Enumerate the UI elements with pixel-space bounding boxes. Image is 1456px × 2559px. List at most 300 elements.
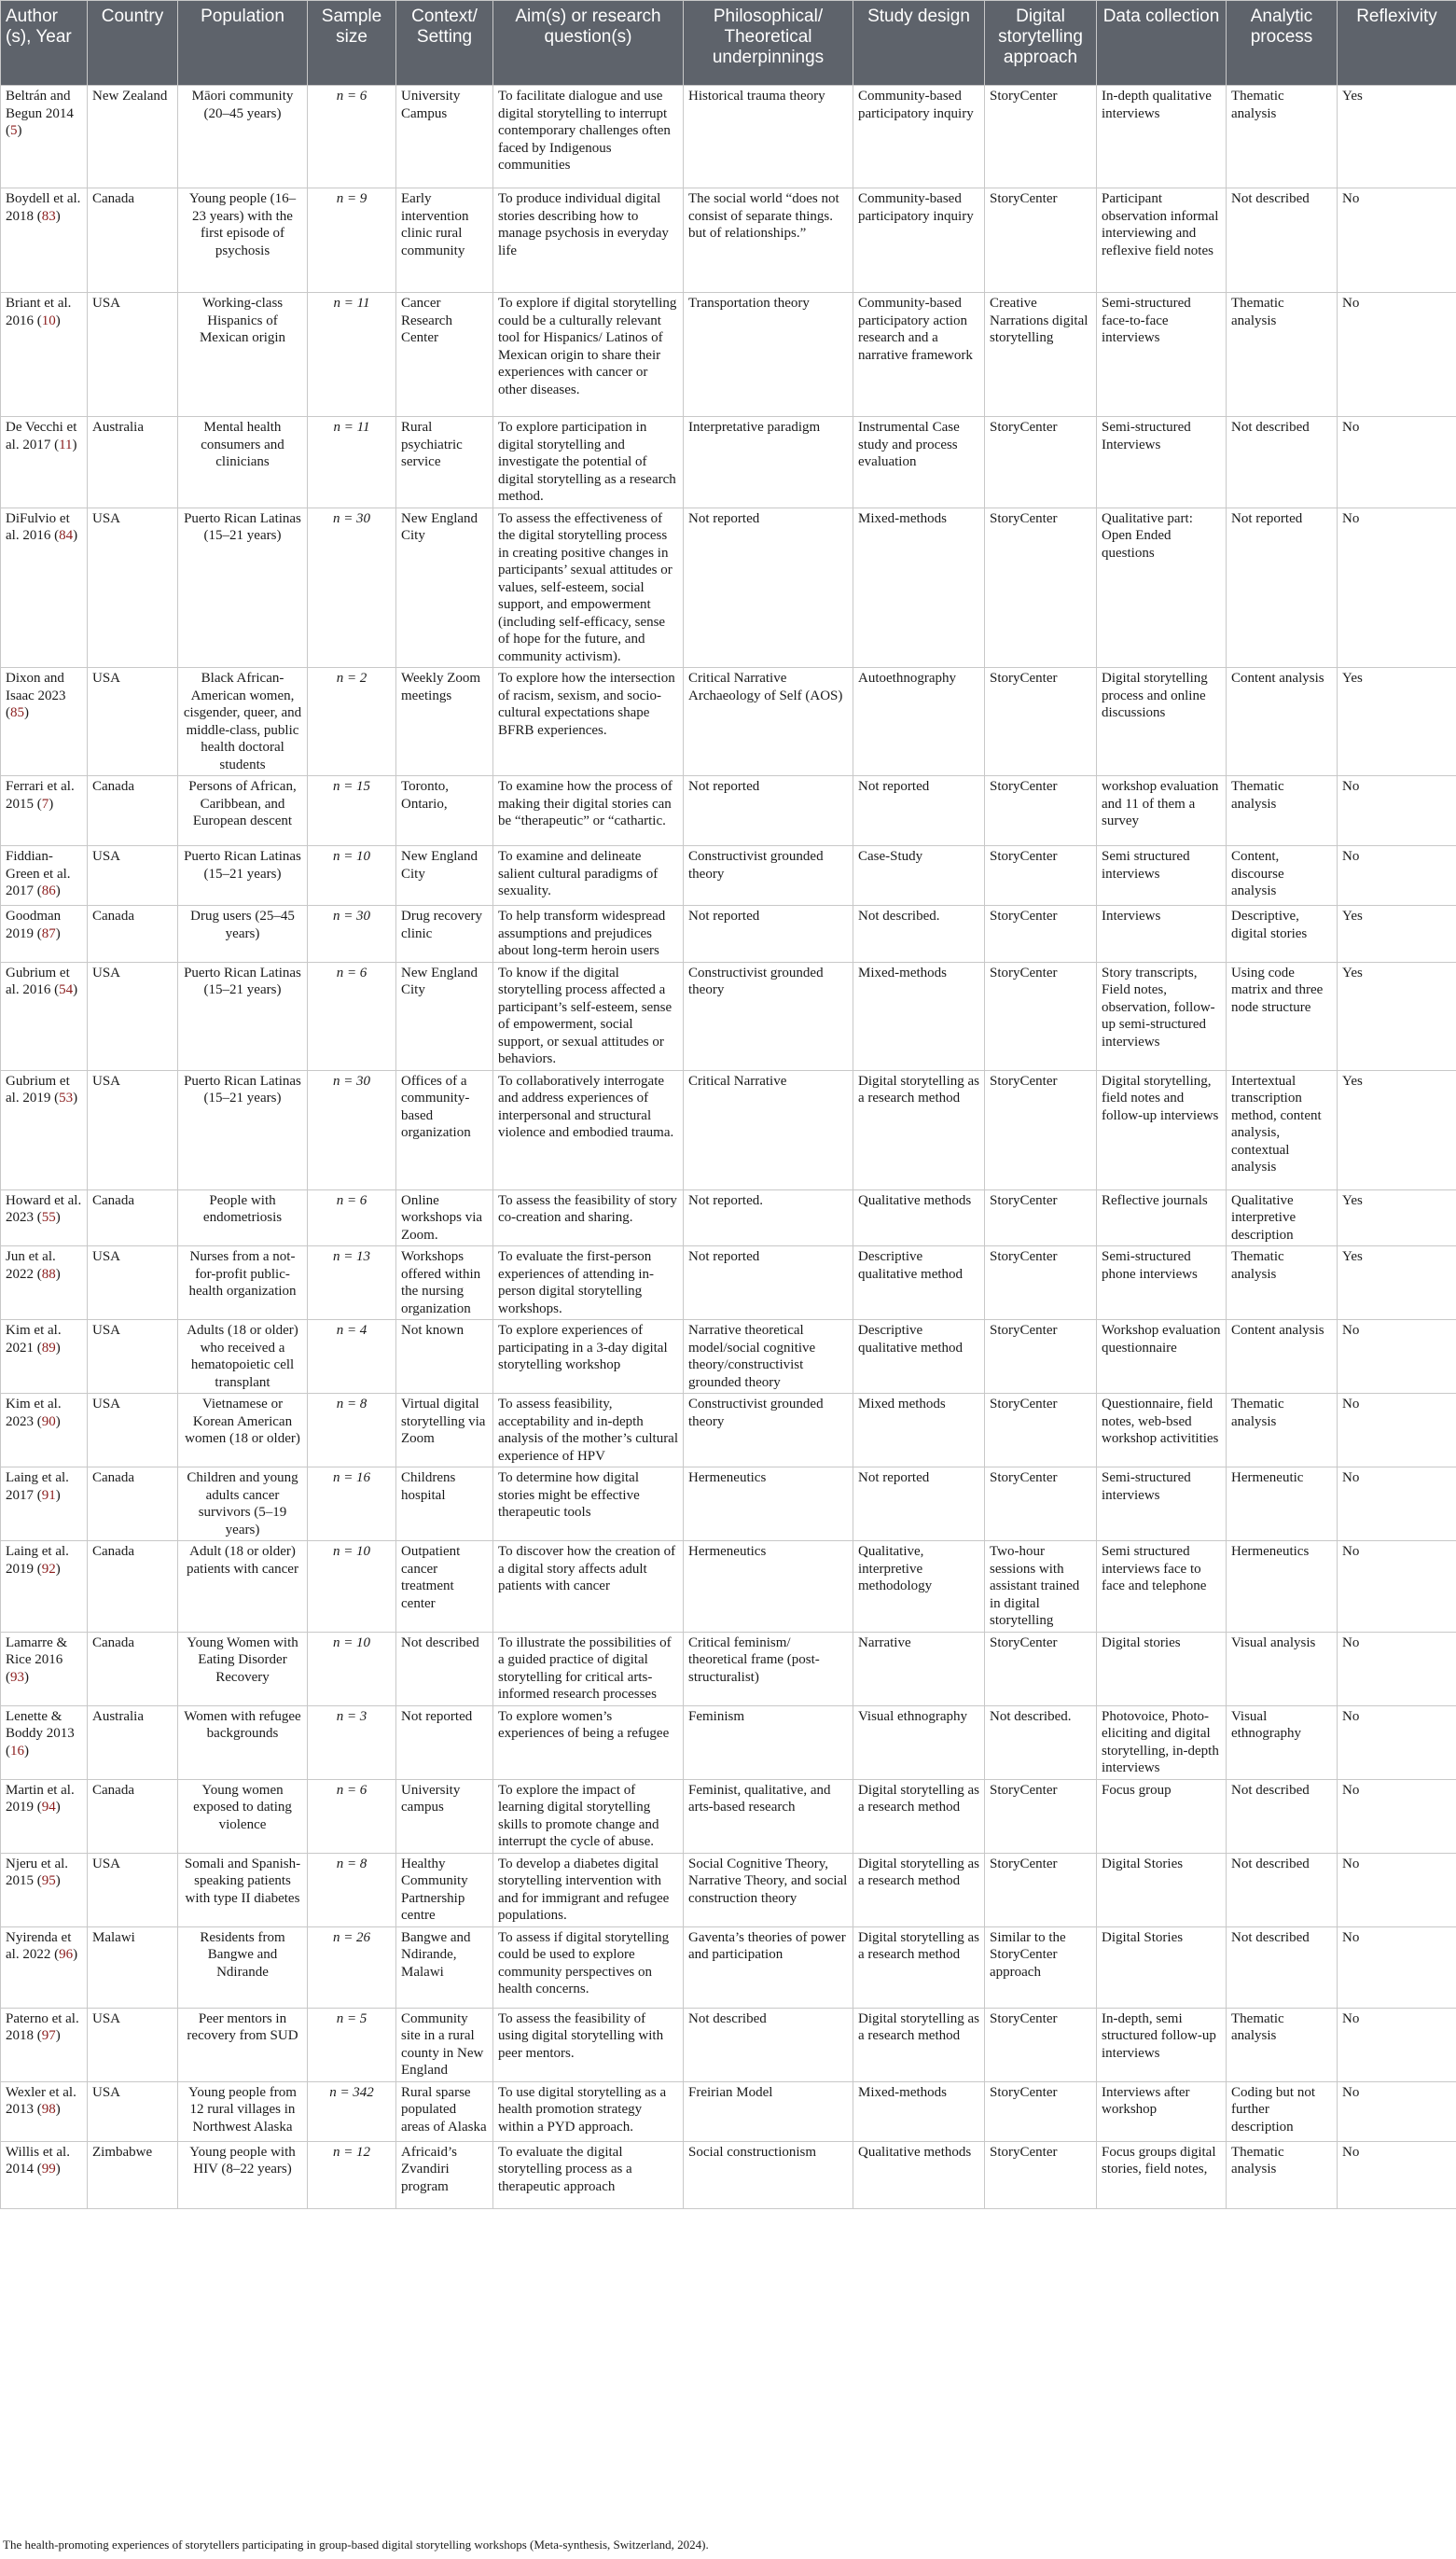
cell-theory: Social Cognitive Theory, Narrative Theory, and social construction theory (684, 1853, 853, 1926)
cell-design: Digital storytelling as a research method (853, 1779, 985, 1853)
cell-data-collection: Story transcripts, Field notes, observation, follow-up semi-structured interviews (1097, 962, 1227, 1070)
cell-sample-size: n = 10 (308, 846, 396, 906)
cell-approach: Two-hour sessions with assistant trained in digital storytelling (985, 1541, 1097, 1633)
author-text: Gubrium et al. 2016 (6, 965, 70, 997)
cell-data-collection: In-depth qualitative interviews (1097, 86, 1227, 188)
cell-author: Briant et al. 2016 (10) (1, 293, 88, 417)
cell-data-collection: Digital Stories (1097, 1853, 1227, 1926)
cell-theory: Gaventa’s theories of power and participation (684, 1926, 853, 2008)
reference-link[interactable]: 7 (41, 796, 49, 812)
cell-setting: Healthy Community Partnership centre (396, 1853, 493, 1926)
cell-approach: StoryCenter (985, 2141, 1097, 2208)
cell-approach: StoryCenter (985, 1394, 1097, 1467)
cell-population: Puerto Rican Latinas (15–21 years) (178, 962, 308, 1070)
cell-population: Young people (16–23 years) with the first episode of psychosis (178, 188, 308, 293)
cell-theory: Constructivist grounded theory (684, 1394, 853, 1467)
table-row (1, 1779, 1456, 1853)
table-row (1, 776, 1456, 846)
reference-link[interactable]: 87 (41, 925, 56, 941)
cell-reflexivity: No (1338, 2141, 1456, 2208)
cell-approach: StoryCenter (985, 776, 1097, 846)
cell-setting: Weekly Zoom meetings (396, 668, 493, 776)
cell-approach: StoryCenter (985, 1853, 1097, 1926)
cell-design: Qualitative methods (853, 1189, 985, 1246)
table-row (1, 1394, 1456, 1467)
cell-setting: Africaid’s Zvandiri program (396, 2141, 493, 2208)
cell-author: Martin et al. 2019 (94) (1, 1779, 88, 1853)
cell-aim: To evaluate the digital storytelling process as a therapeutic approach (493, 2141, 684, 2208)
cell-setting: Bangwe and Ndirande, Malawi (396, 1926, 493, 2008)
cell-design: Narrative (853, 1632, 985, 1705)
cell-sample-size: n = 11 (308, 417, 396, 508)
cell-population: Persons of African, Caribbean, and European descent (178, 776, 308, 846)
cell-population: Peer mentors in recovery from SUD (178, 2008, 308, 2081)
cell-analysis: Not reported (1227, 508, 1338, 668)
cell-sample-size: n = 30 (308, 906, 396, 963)
cell-author: Njeru et al. 2015 (95) (1, 1853, 88, 1926)
cell-author: Kim et al. 2023 (90) (1, 1394, 88, 1467)
reference-link[interactable]: 53 (59, 1091, 74, 1106)
cell-reflexivity: Yes (1338, 668, 1456, 776)
cell-analysis: Not described (1227, 1853, 1338, 1926)
cell-author: Laing et al. 2019 (92) (1, 1541, 88, 1633)
cell-analysis: Thematic analysis (1227, 2141, 1338, 2208)
cell-sample-size: n = 6 (308, 1779, 396, 1853)
author-text: Dixon and Isaac 2023 (6, 671, 66, 703)
cell-setting: Early intervention clinic rural community (396, 188, 493, 293)
cell-reflexivity: Yes (1338, 86, 1456, 188)
reference-link[interactable]: 97 (41, 2028, 56, 2043)
cell-sample-size: n = 30 (308, 508, 396, 668)
header-study-design: Study design (853, 1, 985, 86)
cell-data-collection: Semi-structured phone interviews (1097, 1246, 1227, 1320)
cell-data-collection: Semi-structured Interviews (1097, 417, 1227, 508)
cell-theory: Critical feminism/ theoretical frame (post-structuralist) (684, 1632, 853, 1705)
cell-analysis: Content, discourse analysis (1227, 846, 1338, 906)
header-reflexivity: Reflexivity (1338, 1, 1456, 86)
reference-link[interactable]: 16 (10, 1743, 24, 1759)
cell-setting: University Campus (396, 86, 493, 188)
cell-population: Nurses from a not-for-profit public-health organization (178, 1246, 308, 1320)
cell-author: Howard et al. 2023 (55) (1, 1189, 88, 1246)
author-text: Lenette & Boddy 2013 (6, 1708, 75, 1741)
cell-design: Digital storytelling as a research method (853, 1853, 985, 1926)
cell-analysis: Thematic analysis (1227, 293, 1338, 417)
cell-aim: To explore the impact of learning digital storytelling skills to promote change and interrupt the cycle of abuse. (493, 1779, 684, 1853)
author-text: Njeru et al. 2015 (6, 1856, 69, 1888)
author-text: Gubrium et al. 2019 (6, 1073, 70, 1106)
table-row (1, 668, 1456, 776)
cell-country: Canada (88, 1779, 178, 1853)
cell-reflexivity: No (1338, 1467, 1456, 1541)
cell-author: Beltrán and Begun 2014 (5) (1, 86, 88, 188)
cell-data-collection: Semi structured interviews (1097, 846, 1227, 906)
cell-analysis: Intertextual transcription method, content analysis, contextual analysis (1227, 1070, 1338, 1189)
cell-author: Willis et al. 2014 (99) (1, 2141, 88, 2208)
cell-sample-size: n = 10 (308, 1541, 396, 1633)
cell-reflexivity: No (1338, 1926, 1456, 2008)
cell-author: Fiddian-Green et al. 2017 (86) (1, 846, 88, 906)
table-row (1, 417, 1456, 508)
cell-country: Malawi (88, 1926, 178, 2008)
cell-setting: Online workshops via Zoom. (396, 1189, 493, 1246)
cell-setting: Rural psychiatric service (396, 417, 493, 508)
cell-data-collection: Participant observation informal interviewing and reflexive field notes (1097, 188, 1227, 293)
cell-population: Mental health consumers and clinicians (178, 417, 308, 508)
cell-theory: Not reported (684, 508, 853, 668)
cell-country: Canada (88, 1541, 178, 1633)
cell-setting: New England City (396, 846, 493, 906)
reference-link[interactable]: 93 (10, 1669, 24, 1685)
cell-theory: Narrative theoretical model/social cognitive theory/constructivist grounded theory (684, 1320, 853, 1394)
cell-author: DiFulvio et al. 2016 (84) (1, 508, 88, 668)
cell-analysis: Not described (1227, 1779, 1338, 1853)
cell-data-collection: Digital stories (1097, 1632, 1227, 1705)
cell-reflexivity: No (1338, 1394, 1456, 1467)
cell-country: Australia (88, 1705, 178, 1779)
cell-approach: StoryCenter (985, 2008, 1097, 2081)
cell-sample-size: n = 8 (308, 1853, 396, 1926)
author-text: Fiddian-Green et al. 2017 (6, 849, 71, 898)
cell-data-collection: Workshop evaluation questionnaire (1097, 1320, 1227, 1394)
cell-analysis: Not described (1227, 1926, 1338, 2008)
reference-link[interactable]: 5 (10, 123, 18, 138)
cell-population: Adult (18 or older) patients with cancer (178, 1541, 308, 1633)
cell-data-collection: Semi-structured face-to-face interviews (1097, 293, 1227, 417)
cell-design: Community-based participatory inquiry (853, 86, 985, 188)
author-text: Laing et al. 2017 (6, 1470, 69, 1503)
cell-setting: Cancer Research Center (396, 293, 493, 417)
cell-setting: Not reported (396, 1705, 493, 1779)
cell-reflexivity: No (1338, 846, 1456, 906)
cell-sample-size: n = 13 (308, 1246, 396, 1320)
cell-analysis: Thematic analysis (1227, 2008, 1338, 2081)
cell-author: Lenette & Boddy 2013 (16) (1, 1705, 88, 1779)
cell-aim: To assess if digital storytelling could be used to explore community perspectives on health concerns. (493, 1926, 684, 2008)
cell-theory: Not reported. (684, 1189, 853, 1246)
cell-reflexivity: Yes (1338, 962, 1456, 1070)
cell-country: USA (88, 668, 178, 776)
table-row (1, 1070, 1456, 1189)
cell-population: Young people with HIV (8–22 years) (178, 2141, 308, 2208)
author-text: Beltrán and Begun 2014 (6, 89, 74, 121)
cell-design: Descriptive qualitative method (853, 1246, 985, 1320)
cell-design: Not reported (853, 776, 985, 846)
cell-theory: Not reported (684, 906, 853, 963)
cell-sample-size: n = 8 (308, 1394, 396, 1467)
cell-design: Digital storytelling as a research method (853, 2008, 985, 2081)
cell-population: Somali and Spanish-speaking patients with type II diabetes (178, 1853, 308, 1926)
table-row (1, 293, 1456, 417)
cell-author: Gubrium et al. 2019 (53) (1, 1070, 88, 1189)
cell-approach: StoryCenter (985, 508, 1097, 668)
author-text: Willis et al. 2014 (6, 2144, 70, 2177)
author-text: Boydell et al. 2018 (6, 191, 81, 224)
cell-aim: To use digital storytelling as a health promotion strategy within a PYD approach. (493, 2081, 684, 2141)
reference-link[interactable]: 83 (41, 208, 56, 224)
reference-link[interactable]: 96 (59, 1947, 74, 1962)
cell-setting: Offices of a community-based organization (396, 1070, 493, 1189)
table-row (1, 962, 1456, 1070)
cell-design: Mixed methods (853, 1394, 985, 1467)
cell-approach: StoryCenter (985, 1779, 1097, 1853)
table-row (1, 1541, 1456, 1633)
cell-design: Case-Study (853, 846, 985, 906)
cell-country: Canada (88, 776, 178, 846)
table-row (1, 1705, 1456, 1779)
cell-reflexivity: Yes (1338, 1189, 1456, 1246)
cell-author: Lamarre & Rice 2016 (93) (1, 1632, 88, 1705)
cell-aim: To evaluate the first-person experiences of attending in-person digital storytelling workshops. (493, 1246, 684, 1320)
author-text: Goodman 2019 (6, 909, 62, 941)
cell-data-collection: Qualitative part: Open Ended questions (1097, 508, 1227, 668)
cell-population: Young women exposed to dating violence (178, 1779, 308, 1853)
cell-setting: Rural sparse populated areas of Alaska (396, 2081, 493, 2141)
cell-reflexivity: No (1338, 417, 1456, 508)
cell-reflexivity: Yes (1338, 1246, 1456, 1320)
cell-country: USA (88, 293, 178, 417)
cell-population: Young Women with Eating Disorder Recovery (178, 1632, 308, 1705)
cell-population: Women with refugee backgrounds (178, 1705, 308, 1779)
cell-population: Drug users (25–45 years) (178, 906, 308, 963)
cell-analysis: Thematic analysis (1227, 1246, 1338, 1320)
cell-reflexivity: Yes (1338, 906, 1456, 963)
cell-author: Kim et al. 2021 (89) (1, 1320, 88, 1394)
table-row (1, 1320, 1456, 1394)
table-row (1, 2141, 1456, 2208)
cell-reflexivity: No (1338, 2081, 1456, 2141)
header-approach: Digital storytelling approach (985, 1, 1097, 86)
cell-country: USA (88, 1394, 178, 1467)
reference-link[interactable]: 94 (41, 1800, 56, 1815)
reference-link[interactable]: 11 (59, 437, 73, 452)
reference-link[interactable]: 99 (41, 2162, 56, 2177)
reference-link[interactable]: 88 (41, 1266, 56, 1282)
cell-aim: To explore experiences of participating in a 3-day digital storytelling workshop (493, 1320, 684, 1394)
author-text: Laing et al. 2019 (6, 1544, 69, 1577)
author-text: Briant et al. 2016 (6, 296, 72, 328)
header-data-collection: Data collection (1097, 1, 1227, 86)
cell-data-collection: Reflective journals (1097, 1189, 1227, 1246)
cell-approach: StoryCenter (985, 962, 1097, 1070)
cell-author: Goodman 2019 (87) (1, 906, 88, 963)
cell-aim: To assess the feasibility of using digital storytelling with peer mentors. (493, 2008, 684, 2081)
cell-population: Puerto Rican Latinas (15–21 years) (178, 846, 308, 906)
cell-sample-size: n = 6 (308, 86, 396, 188)
cell-theory: Historical trauma theory (684, 86, 853, 188)
cell-population: Young people from 12 rural villages in Northwest Alaska (178, 2081, 308, 2141)
cell-data-collection: Digital Stories (1097, 1926, 1227, 2008)
cell-design: Mixed-methods (853, 962, 985, 1070)
cell-theory: Freirian Model (684, 2081, 853, 2141)
cell-approach: StoryCenter (985, 1632, 1097, 1705)
cell-country: Canada (88, 906, 178, 963)
cell-design: Qualitative methods (853, 2141, 985, 2208)
cell-theory: Social constructionism (684, 2141, 853, 2208)
cell-theory: Not described (684, 2008, 853, 2081)
reference-link[interactable]: 84 (59, 528, 74, 543)
cell-setting: Community site in a rural county in New England (396, 2008, 493, 2081)
cell-analysis: Not described (1227, 417, 1338, 508)
cell-data-collection: Digital storytelling process and online discussions (1097, 668, 1227, 776)
author-text: Wexler et al. 2013 (6, 2084, 76, 2117)
cell-reflexivity: No (1338, 1541, 1456, 1633)
cell-setting: New England City (396, 508, 493, 668)
cell-country: USA (88, 1320, 178, 1394)
cell-aim: To explore how the intersection of racism, sexism, and socio-cultural expectations shape BFRB experiences. (493, 668, 684, 776)
cell-country: USA (88, 508, 178, 668)
cell-approach: StoryCenter (985, 668, 1097, 776)
table-row (1, 2081, 1456, 2141)
cell-setting: Drug recovery clinic (396, 906, 493, 963)
reference-link[interactable]: 98 (41, 2102, 56, 2117)
author-text: Ferrari et al. 2015 (6, 779, 75, 812)
cell-theory: Feminist, qualitative, and arts-based research (684, 1779, 853, 1853)
cell-population: Puerto Rican Latinas (15–21 years) (178, 1070, 308, 1189)
cell-theory: Transportation theory (684, 293, 853, 417)
reference-link[interactable]: 90 (41, 1413, 56, 1429)
cell-analysis: Coding but not further description (1227, 2081, 1338, 2141)
cell-aim: To discover how the creation of a digital story affects adult patients with cancer (493, 1541, 684, 1633)
cell-design: Instrumental Case study and process evaluation (853, 417, 985, 508)
cell-sample-size: n = 9 (308, 188, 396, 293)
cell-reflexivity: No (1338, 1705, 1456, 1779)
author-text: De Vecchi et al. 2017 (6, 420, 77, 452)
header-population: Population (178, 1, 308, 86)
cell-aim: To assess the effectiveness of the digital storytelling process in creating positive changes in participants’ sexual attitudes or values, self-esteem, social support, and empowerment (including self-efficacy, sense of hope for the future, and community activism). (493, 508, 684, 668)
cell-country: Canada (88, 188, 178, 293)
cell-reflexivity: No (1338, 1632, 1456, 1705)
author-text: Jun et al. 2022 (6, 1249, 56, 1282)
cell-theory: Critical Narrative (684, 1070, 853, 1189)
cell-population: Māori community (20–45 years) (178, 86, 308, 188)
reference-link[interactable]: 92 (41, 1561, 56, 1577)
cell-design: Community-based participatory inquiry (853, 188, 985, 293)
cell-sample-size: n = 16 (308, 1467, 396, 1541)
cell-sample-size: n = 342 (308, 2081, 396, 2141)
cell-data-collection: Focus groups digital stories, field notes, (1097, 2141, 1227, 2208)
cell-sample-size: n = 6 (308, 1189, 396, 1246)
reference-link[interactable]: 10 (41, 313, 56, 328)
header-context: Context/ Setting (396, 1, 493, 86)
cell-theory: Feminism (684, 1705, 853, 1779)
cell-approach: StoryCenter (985, 188, 1097, 293)
cell-sample-size: n = 10 (308, 1632, 396, 1705)
table-row (1, 1246, 1456, 1320)
cell-country: USA (88, 1853, 178, 1926)
reference-link[interactable]: 89 (41, 1340, 56, 1356)
reference-link[interactable]: 86 (41, 883, 56, 898)
cell-country: Australia (88, 417, 178, 508)
cell-approach: StoryCenter (985, 86, 1097, 188)
cell-reflexivity: No (1338, 293, 1456, 417)
cell-reflexivity: No (1338, 1853, 1456, 1926)
header-sample-size: Sample size (308, 1, 396, 86)
cell-sample-size: n = 4 (308, 1320, 396, 1394)
reference-link[interactable]: 54 (59, 982, 74, 997)
cell-design: Mixed-methods (853, 2081, 985, 2141)
reference-link[interactable]: 55 (41, 1210, 56, 1225)
cell-design: Qualitative, interpretive methodology (853, 1541, 985, 1633)
author-text: Nyirenda et al. 2022 (6, 1929, 72, 1962)
cell-approach: Similar to the StoryCenter approach (985, 1926, 1097, 2008)
cell-approach: StoryCenter (985, 417, 1097, 508)
cell-analysis: Qualitative interpretive description (1227, 1189, 1338, 1246)
cell-country: Canada (88, 1632, 178, 1705)
cell-population: Black African-American women, cisgender, queer, and middle-class, public health doctoral students (178, 668, 308, 776)
table-row (1, 1189, 1456, 1246)
cell-population: Children and young adults cancer survivors (5–19 years) (178, 1467, 308, 1541)
cell-population: Puerto Rican Latinas (15–21 years) (178, 508, 308, 668)
cell-sample-size: n = 12 (308, 2141, 396, 2208)
table-row (1, 1926, 1456, 2008)
cell-author: Dixon and Isaac 2023 (85) (1, 668, 88, 776)
author-text: Howard et al. 2023 (6, 1192, 82, 1225)
cell-setting: Toronto, Ontario, (396, 776, 493, 846)
cell-country: USA (88, 2008, 178, 2081)
cell-population: Vietnamese or Korean American women (18 or older) (178, 1394, 308, 1467)
cell-setting: University campus (396, 1779, 493, 1853)
cell-aim: To produce individual digital stories describing how to manage psychosis in everyday life (493, 188, 684, 293)
table-header-row (1, 1, 1456, 86)
table-row (1, 906, 1456, 963)
cell-population: Working-class Hispanics of Mexican origin (178, 293, 308, 417)
cell-sample-size: n = 11 (308, 293, 396, 417)
table-row (1, 86, 1456, 188)
cell-analysis: Thematic analysis (1227, 86, 1338, 188)
author-text: Paterno et al. 2018 (6, 2010, 79, 2043)
cell-country: USA (88, 1070, 178, 1189)
cell-country: USA (88, 846, 178, 906)
cell-sample-size: n = 2 (308, 668, 396, 776)
author-text: Kim et al. 2021 (6, 1323, 62, 1356)
cell-approach: StoryCenter (985, 1320, 1097, 1394)
reference-link[interactable]: 95 (41, 1873, 56, 1888)
author-text: Kim et al. 2023 (6, 1397, 62, 1429)
cell-theory: Not reported (684, 1246, 853, 1320)
cell-population: Residents from Bangwe and Ndirande (178, 1926, 308, 2008)
cell-approach: Not described. (985, 1705, 1097, 1779)
cell-analysis: Descriptive, digital stories (1227, 906, 1338, 963)
table-row (1, 188, 1456, 293)
cell-theory: Hermeneutics (684, 1541, 853, 1633)
cell-data-collection: Photovoice, Photo-eliciting and digital storytelling, in-depth interviews (1097, 1705, 1227, 1779)
cell-author: Gubrium et al. 2016 (54) (1, 962, 88, 1070)
cell-author: Ferrari et al. 2015 (7) (1, 776, 88, 846)
cell-setting: Workshops offered within the nursing organization (396, 1246, 493, 1320)
cell-analysis: Hermeneutic (1227, 1467, 1338, 1541)
reference-link[interactable]: 85 (10, 705, 24, 720)
cell-sample-size: n = 15 (308, 776, 396, 846)
cell-author: Laing et al. 2017 (91) (1, 1467, 88, 1541)
cell-data-collection: Semi-structured interviews (1097, 1467, 1227, 1541)
cell-reflexivity: No (1338, 776, 1456, 846)
cell-data-collection: Interviews after workshop (1097, 2081, 1227, 2141)
cell-analysis: Visual ethnography (1227, 1705, 1338, 1779)
cell-aim: To examine how the process of making their digital stories can be “therapeutic” or “cathartic. (493, 776, 684, 846)
cell-author: Wexler et al. 2013 (98) (1, 2081, 88, 2141)
cell-country: Zimbabwe (88, 2141, 178, 2208)
author-text: Lamarre & Rice 2016 (6, 1634, 68, 1667)
cell-aim: To determine how digital stories might be effective therapeutic tools (493, 1467, 684, 1541)
cell-approach: StoryCenter (985, 846, 1097, 906)
cell-sample-size: n = 6 (308, 962, 396, 1070)
cell-theory: Hermeneutics (684, 1467, 853, 1541)
table-row (1, 1853, 1456, 1926)
cell-setting: Outpatient cancer treatment center (396, 1541, 493, 1633)
cell-author: Boydell et al. 2018 (83) (1, 188, 88, 293)
reference-link[interactable]: 91 (41, 1487, 56, 1503)
